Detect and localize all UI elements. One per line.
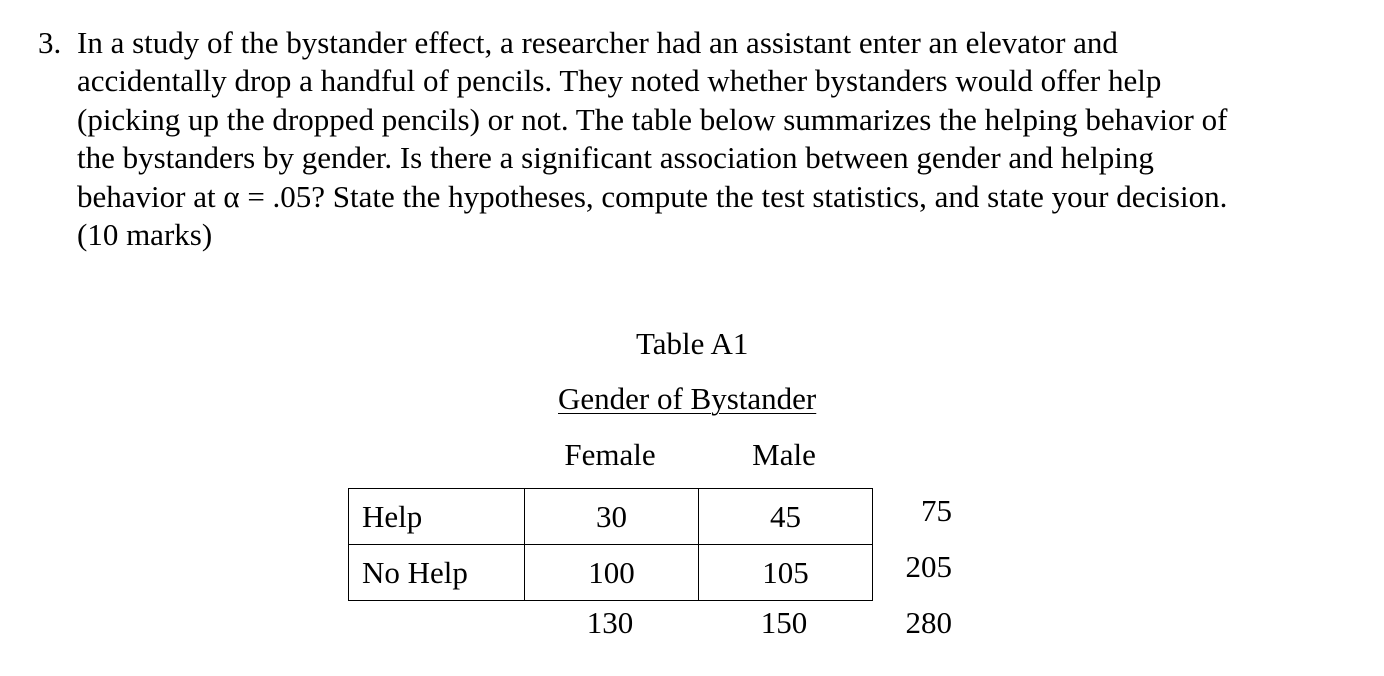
- table-row-no-help: [349, 545, 873, 601]
- question-marks: (10 marks): [77, 217, 213, 253]
- cell-help-male: 45: [699, 489, 873, 545]
- column-total-female: 130: [586, 605, 634, 640]
- table-row-help: [349, 489, 873, 545]
- cell-no-help-female: 100: [525, 545, 699, 601]
- table-title: Table A1: [636, 326, 749, 361]
- row-label-help: Help: [349, 489, 525, 545]
- question-line: In a study of the bystander effect, a researcher had an assistant enter an elevator and: [77, 25, 1118, 60]
- question-line: accidentally drop a handful of pencils. They noted whether bystanders would offer help: [77, 63, 1162, 99]
- question-number: 3.: [38, 25, 62, 60]
- question-line: behavior at α = .05? State the hypotheses, compute the test statistics, and state your decision.: [77, 178, 1228, 214]
- table-group-header: Gender of Bystander: [558, 381, 817, 416]
- question-line: the bystanders by gender. Is there a significant association between gender and helping: [77, 140, 1154, 176]
- row-total-help: 75: [921, 493, 952, 528]
- column-header-male: Male: [752, 437, 816, 472]
- row-total-no-help: 205: [905, 549, 952, 584]
- question-line: (picking up the dropped pencils) or not. The table below summarizes the helping behavior of: [77, 101, 1228, 137]
- cell-no-help-male: 105: [699, 545, 873, 601]
- grand-total: 280: [905, 605, 952, 640]
- column-header-female: Female: [564, 437, 656, 472]
- question-text: [77, 24, 1347, 254]
- cell-help-female: 30: [525, 489, 699, 545]
- column-total-male: 150: [760, 605, 808, 640]
- contingency-table: [348, 488, 873, 601]
- row-label-no-help: No Help: [349, 545, 525, 601]
